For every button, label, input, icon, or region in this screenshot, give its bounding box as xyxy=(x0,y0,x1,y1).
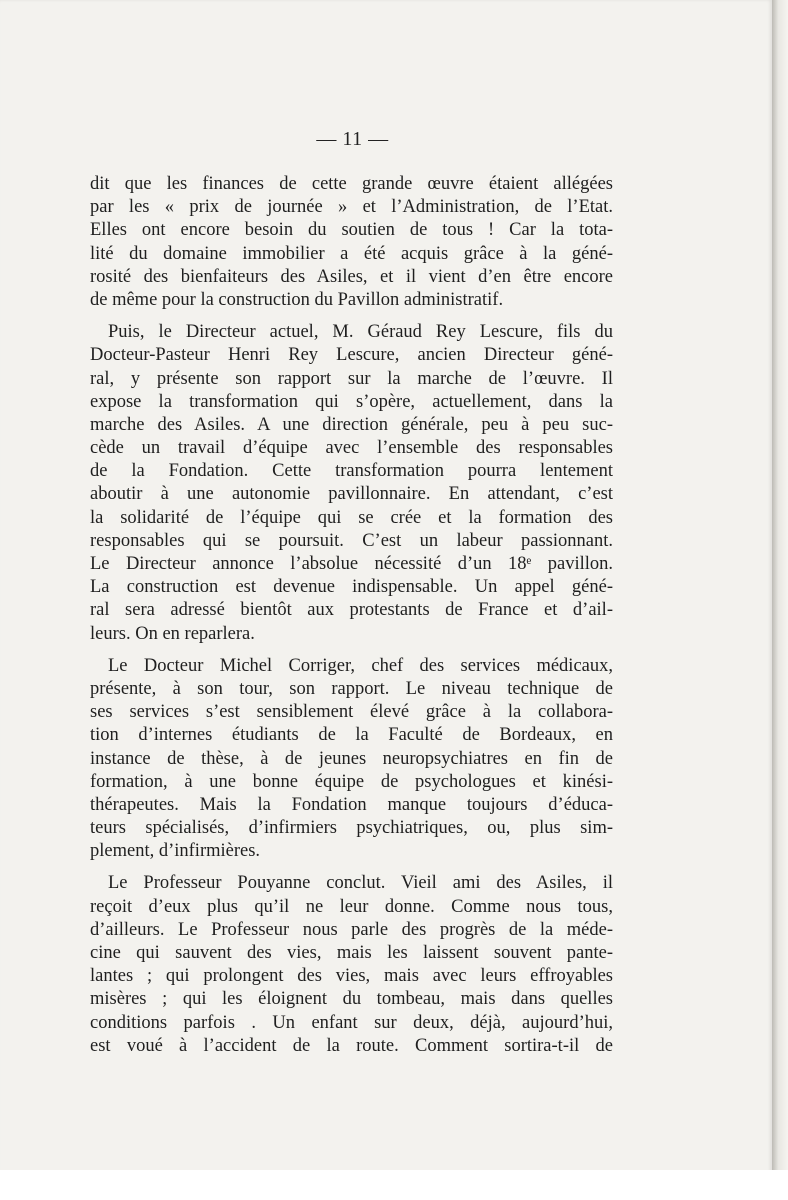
text-line: cine qui sauvent des vies, mais les laissent souvent pante- xyxy=(90,943,613,963)
text-line: misères ; qui les éloignent du tombeau, mais dans quelles xyxy=(90,989,613,1010)
text-line: d’ailleurs. Le Professeur nous parle des progrès de la méde- xyxy=(90,919,613,940)
text-line: de même pour la construction du Pavillon administratif. xyxy=(90,289,504,310)
text-line: par les « prix de journée » et l’Administration, de l’Etat. xyxy=(90,197,613,218)
text-line: ses services s’est sensiblement élevé grâce à la collabora- xyxy=(90,702,613,723)
text-line: tion d’internes étudiants de la Faculté de Bordeaux, en xyxy=(90,725,613,746)
text-line: Docteur-Pasteur Henri Rey Lescure, ancien Directeur géné- xyxy=(90,345,613,366)
text-line: lité du domaine immobilier a été acquis grâce à la géné- xyxy=(90,243,613,264)
text-line: conditions parfois . Un enfant sur deux, déjà, aujourd’hui, xyxy=(90,1012,613,1033)
text-line: reçoit d’eux plus qu’il ne leur donne. Comme nous tous, xyxy=(90,896,613,917)
paragraph-directeur xyxy=(90,321,613,646)
text-line: Puis, le Directeur actuel, M. Géraud Rey Lescure, fils du xyxy=(108,322,613,343)
text-line: Le Directeur annonce l’absolue nécessité d’un 18ᵉ pavillon. xyxy=(90,554,613,574)
text-line: Elles ont encore besoin du soutien de tous ! Car la tota- xyxy=(90,220,613,241)
text-line: de la Fondation. Cette transformation pourra lentement xyxy=(90,461,613,482)
text-line: ral, y présente son rapport sur la marche de l’œuvre. Il xyxy=(90,368,613,389)
text-line: responsables qui se poursuit. C’est un labeur passionnant. xyxy=(90,530,613,551)
text-line: La construction est devenue indispensable. Un appel géné- xyxy=(90,577,613,598)
text-line: aboutir à une autonomie pavillonnaire. En attendant, c’est xyxy=(90,484,613,505)
text-line: lantes ; qui prolongent des vies, mais avec leurs effroyables xyxy=(90,966,613,987)
paragraph-corriger xyxy=(90,655,613,864)
text-line: est voué à l’accident de la route. Comment sortira-t-il de xyxy=(90,1035,613,1056)
text-line: Le Professeur Pouyanne conclut. Vieil ami des Asiles, il xyxy=(108,873,613,894)
text-line: leurs. On en reparlera. xyxy=(90,623,255,644)
text-line: dit que les finances de cette grande œuvre étaient allégées xyxy=(90,174,613,194)
text-line: rosité des bienfaiteurs des Asiles, et il vient d’en être encore xyxy=(90,266,613,287)
text-line: Le Docteur Michel Corriger, chef des services médicaux, xyxy=(108,655,613,676)
page-number: — 11 — xyxy=(316,128,389,150)
text-line: instance de thèse, à de jeunes neuropsychiatres en fin de xyxy=(90,748,613,769)
page-edge xyxy=(772,0,788,1200)
body-text xyxy=(90,173,613,1067)
paragraph-finances xyxy=(90,173,613,312)
scan-margin xyxy=(0,1170,788,1200)
text-line: expose la transformation qui s’opère, actuellement, dans la xyxy=(90,391,613,412)
text-line: présente, à son tour, son rapport. Le niveau technique de xyxy=(90,678,613,699)
text-line: thérapeutes. Mais la Fondation manque toujours d’éduca- xyxy=(90,794,613,815)
text-line: la solidarité de l’équipe qui se crée et la formation des xyxy=(90,507,613,528)
text-line: teurs spécialisés, d’infirmiers psychiatriques, ou, plus sim- xyxy=(90,818,613,839)
text-line: plement, d’infirmières. xyxy=(90,841,261,862)
text-line: ral sera adressé bientôt aux protestants de France et d’ail- xyxy=(90,600,613,621)
paragraph-pouyanne xyxy=(90,872,613,1058)
text-line: marche des Asiles. A une direction générale, peu à peu suc- xyxy=(90,414,613,435)
text-line: formation, à une bonne équipe de psychologues et kinési- xyxy=(90,771,613,792)
text-line: cède un travail d’équipe avec l’ensemble des responsables xyxy=(90,438,613,459)
